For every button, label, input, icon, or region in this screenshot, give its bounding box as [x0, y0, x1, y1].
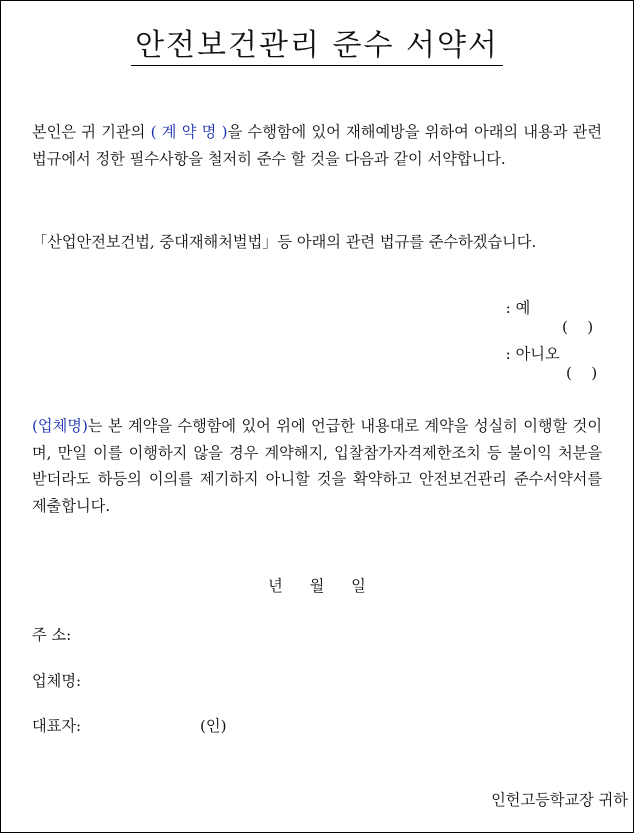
option-no-label: : 아니오 — [505, 345, 560, 363]
document-title — [0, 20, 634, 64]
company-placeholder: (업체명) — [32, 417, 88, 435]
company-name-field: 업체명: — [32, 672, 82, 690]
intro-before: 본인은 귀 기관의 — [32, 123, 151, 141]
laws-statement: 「산업안전보건법, 중대재해처벌법」등 아래의 관련 법규를 준수하겠습니다. — [32, 233, 537, 251]
option-yes-box[interactable]: ( ) — [562, 318, 594, 336]
option-yes-label: : 예 — [505, 299, 531, 317]
option-no-box[interactable]: ( ) — [566, 364, 598, 382]
address-field: 주 소: — [32, 626, 72, 644]
option-no — [496, 325, 598, 382]
addressee: 인헌고등학교장 귀하 — [491, 791, 628, 809]
title-text: 안전보건관리 준수 서약서 — [131, 28, 503, 66]
contract-name-placeholder: ( 계 약 명 ) — [150, 123, 228, 141]
seal-mark: (인) — [200, 717, 227, 735]
pledge-text: 는 본 계약을 수행함에 있어 위에 언급한 내용대로 계약을 성실히 이행할 것이며, 만일 이를 이행하지 않을 경우 계약해지, 입찰참가자격제한조치 등 불이익 처분을 받더라도 하등의 이의를 제기하지 아니할 것을 확약하고 안전보건관리 준수서약서를 제출합니다. — [32, 417, 602, 515]
intro-paragraph — [32, 119, 602, 172]
date-line: 년 월 일 — [268, 577, 366, 595]
representative-field: 대표자: — [32, 717, 82, 735]
pledge-paragraph — [32, 413, 602, 519]
intro-after: 을 수행함에 있어 재해예방을 위하여 아래의 내용과 관련 법규에서 정한 필수사항을 철저히 준수 할 것을 다음과 같이 서약합니다. — [32, 123, 603, 168]
